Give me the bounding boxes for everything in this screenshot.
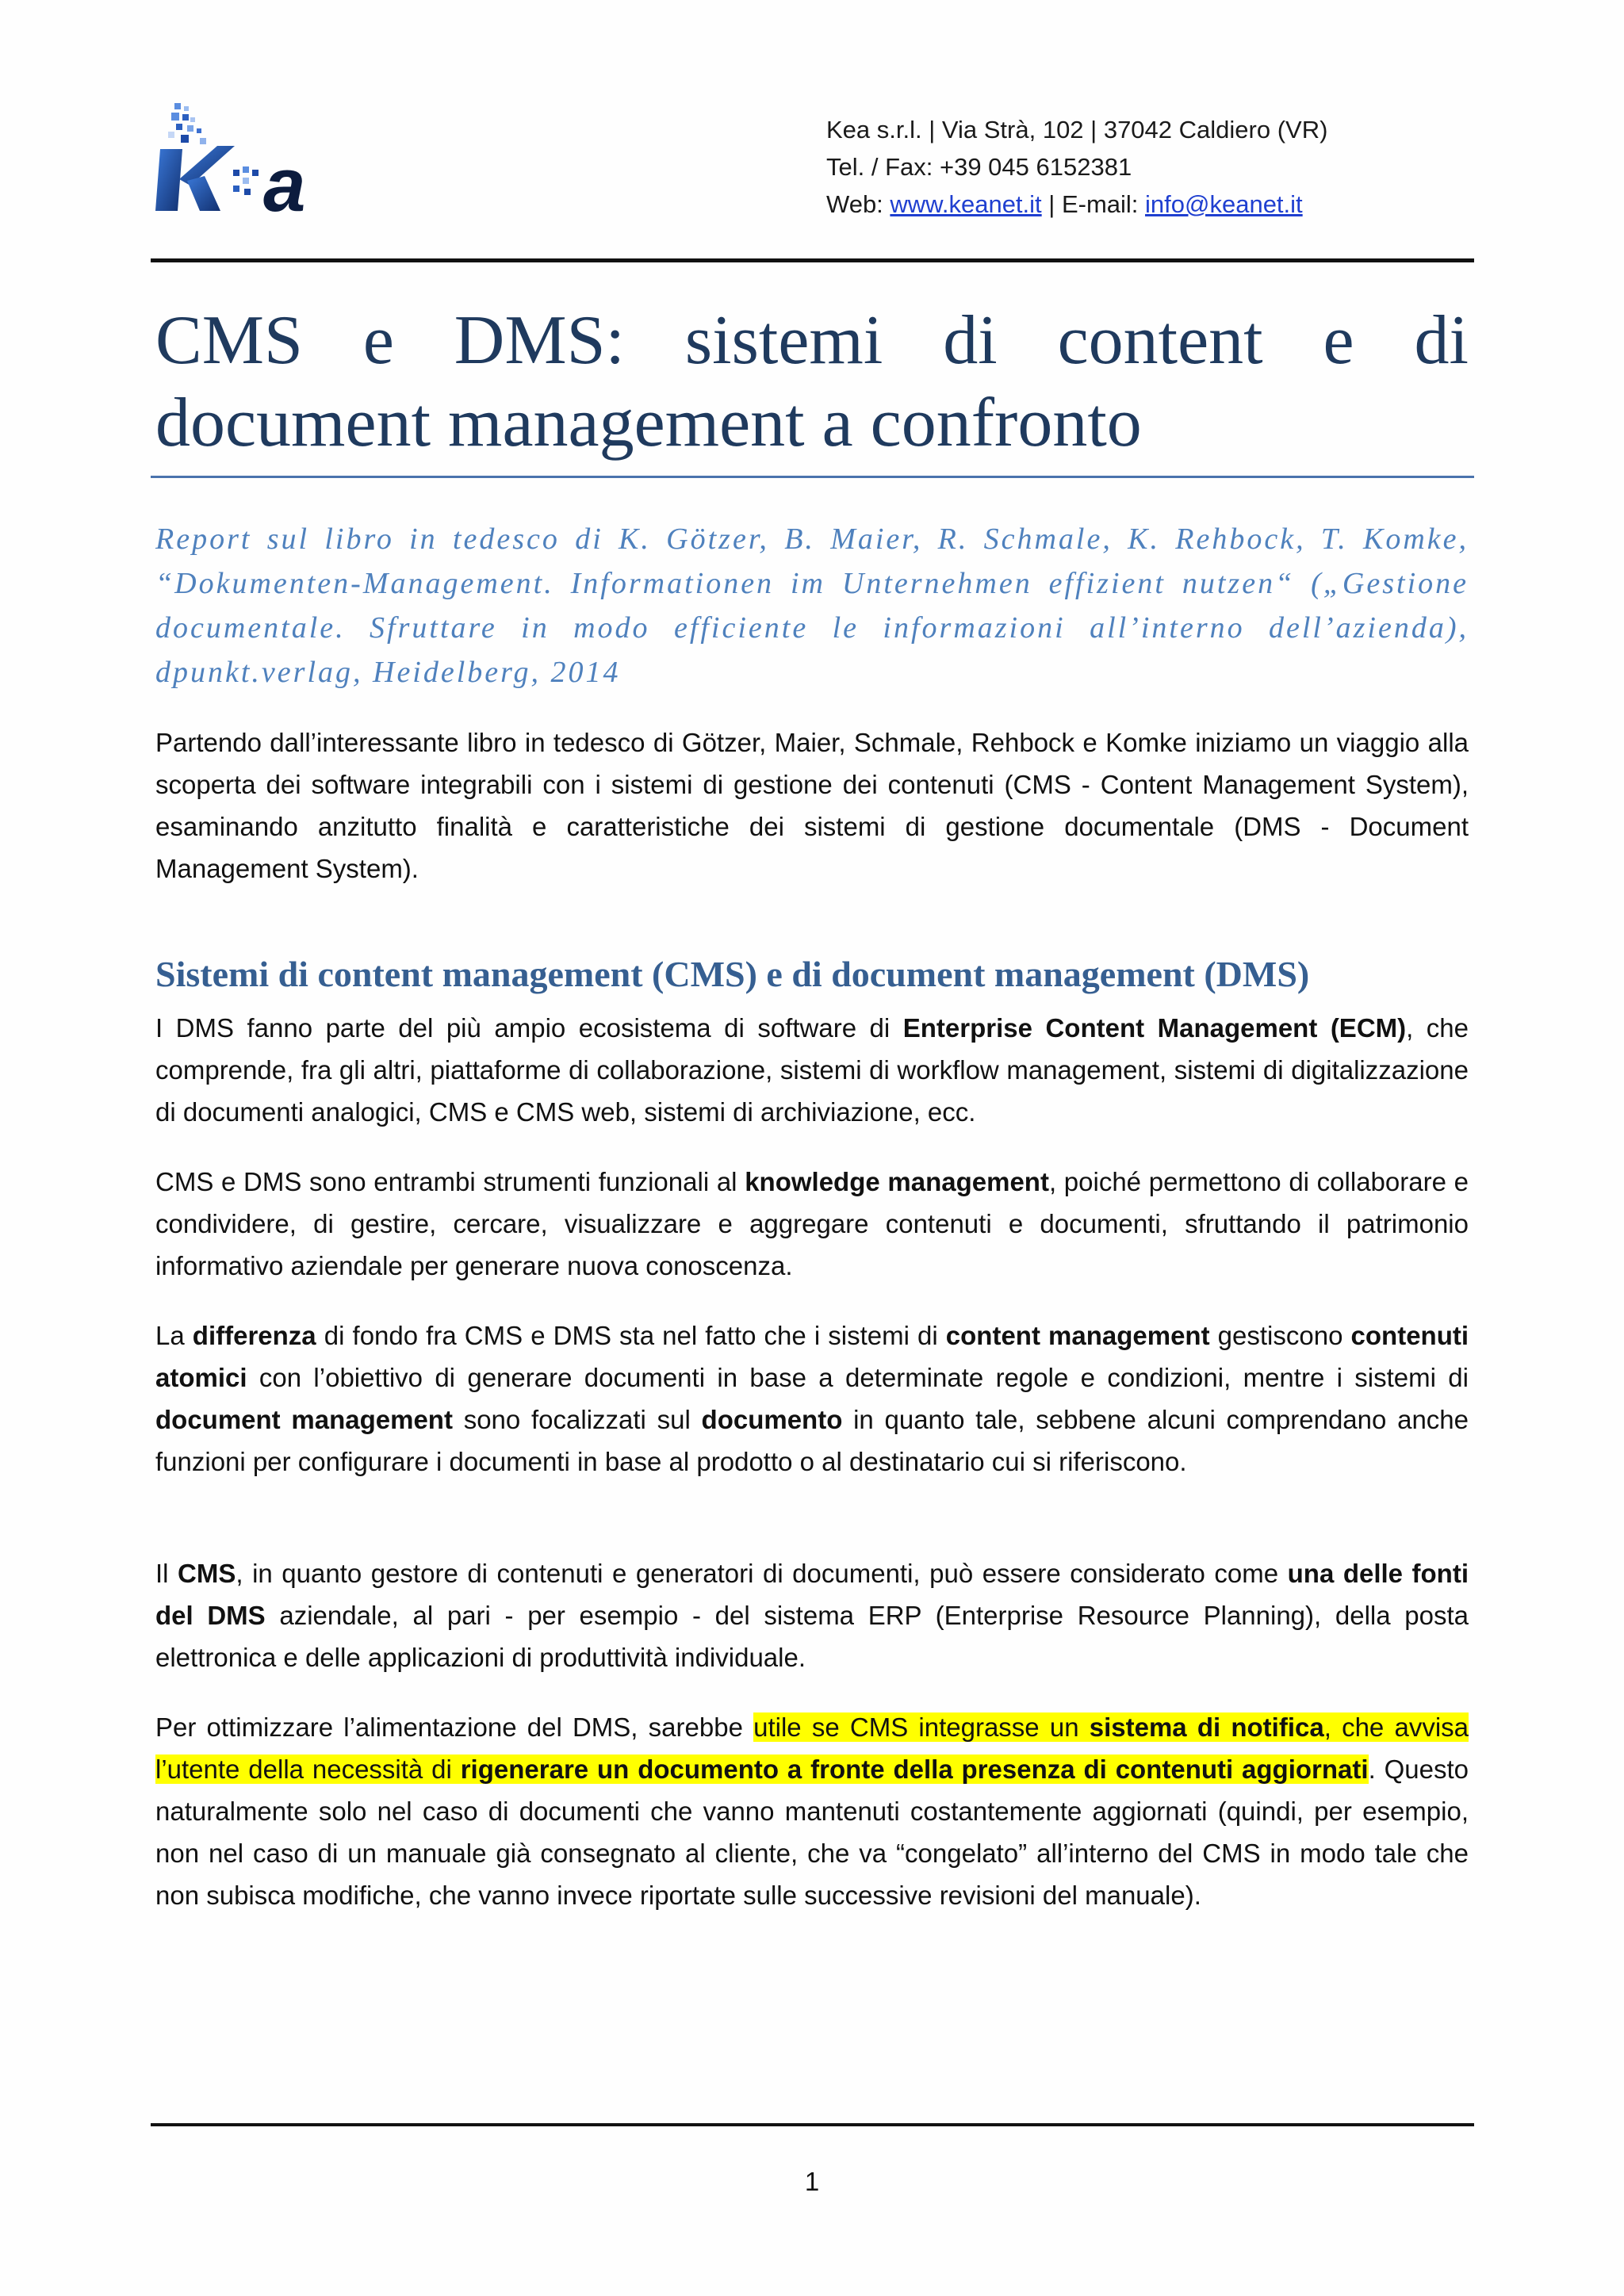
text-run: , poiché permettono di collaborare e condividere, di gestire, cercare, visualizzare e aggregare contenuti e documenti, sfruttando il patrimonio informativo aziendale per generare nuova conoscenza.: [155, 1167, 1469, 1280]
highlighted-bold-term: rigenerare un documento a fronte della presenza di contenuti aggiornati: [460, 1755, 1369, 1784]
text-run: CMS e DMS sono entrambi strumenti funzionali al: [155, 1167, 745, 1196]
highlighted-bold-term: sistema di notifica: [1089, 1712, 1324, 1742]
text-run: in quanto tale, sebbene alcuni comprendano anche funzioni per configurare i documenti in base al prodotto o al destinatario cui si riferiscono.: [155, 1405, 1469, 1476]
email-label: | E-mail:: [1041, 190, 1146, 218]
bold-term: content management: [945, 1321, 1210, 1350]
company-phone: Tel. / Fax: +39 045 6152381: [826, 153, 1132, 181]
company-contact-block: [826, 111, 1327, 223]
document-title: [155, 300, 1469, 465]
bold-term: una delle fonti del DMS: [155, 1559, 1469, 1630]
paragraph-cms-source: [155, 1552, 1469, 1678]
footer-divider: [151, 2123, 1474, 2126]
title-line-1: CMS e DMS: sistemi di content e di: [155, 302, 1469, 379]
company-address: Kea s.r.l. | Via Strà, 102 | 37042 Caldiero (VR): [826, 116, 1328, 144]
svg-text:a: a: [263, 143, 306, 219]
text-run: , che comprende, fra gli altri, piattaforme di collaborazione, sistemi di workflow management, sistemi di digitalizzazione di documenti analogici, CMS e CMS web, sistemi di archiviazione, ecc.: [155, 1013, 1469, 1127]
text-run: La: [155, 1321, 193, 1350]
paragraph-difference: [155, 1314, 1469, 1483]
text-run: I DMS fanno parte del più ampio ecosistema di software di: [155, 1013, 903, 1043]
text-run: con l’obiettivo di generare documenti in base a determinate regole e condizioni, mentre i sistemi di: [247, 1363, 1469, 1392]
text-run: Per ottimizzare l’alimentazione del DMS, sarebbe: [155, 1712, 754, 1742]
text-run: gestiscono: [1209, 1321, 1351, 1350]
bold-term: CMS: [178, 1559, 236, 1588]
kea-logo: [155, 100, 346, 219]
email-link[interactable]: info@keanet.it: [1145, 190, 1303, 218]
text-run: sono focalizzati sul: [452, 1405, 702, 1434]
text-run: . Questo naturalmente solo nel caso di documenti che vanno mantenuti costantemente aggiornati (quindi, per esempio, non nel caso di un manuale già consegnato al cliente, che va “congelato” all’interno del CMS in modo tale che non subisca modifiche, che vanno invece riportate sulle successive revisioni del manuale).: [155, 1755, 1469, 1910]
title-divider: [151, 476, 1474, 478]
highlighted-text: utile se CMS integrasse un: [753, 1712, 1090, 1742]
paragraph-knowledge: [155, 1161, 1469, 1287]
bold-term: Enterprise Content Management (ECM): [902, 1013, 1407, 1043]
web-label: Web:: [826, 190, 891, 218]
highlighted-text: , che avvisa l’utente della necessità di: [155, 1712, 1469, 1784]
paragraph-ecm: [155, 1007, 1469, 1133]
paragraph-notification: [155, 1706, 1469, 1916]
text-run: di fondo fra CMS e DMS sta nel fatto che i sistemi di: [316, 1321, 946, 1350]
header-divider: [151, 258, 1474, 262]
document-subtitle: Report sul libro in tedesco di K. Götzer, B. Maier, R. Schmale, K. Rehbock, T. Komke, “Dokumenten-Management. Informationen im Unternehmen effizient nutzen“ („Gestione documentale. Sfruttare in modo efficiente le informazioni all’interno dell’azienda), dpunkt.verlag, Heidelberg, 2014: [155, 522, 1469, 689]
section-heading: Sistemi di content management (CMS) e di document management (DMS): [155, 954, 1310, 994]
text-run: Il: [155, 1559, 178, 1588]
website-link[interactable]: www.keanet.it: [890, 190, 1042, 218]
bold-term: differenza: [192, 1321, 316, 1350]
title-line-2: document management a confronto: [155, 385, 1142, 461]
page-number: 1: [804, 2167, 820, 2196]
bold-term: documento: [701, 1405, 843, 1434]
text-run: , in quanto gestore di contenuti e generatori di documenti, può essere considerato come: [236, 1559, 1288, 1588]
bold-term: document management: [155, 1405, 453, 1434]
bold-term: contenuti atomici: [155, 1321, 1469, 1392]
intro-paragraph: Partendo dall’interessante libro in tedesco di Götzer, Maier, Schmale, Rehbock e Komke iniziamo un viaggio alla scoperta dei software integrabili con i sistemi di gestione dei contenuti (CMS - Content Management System), esaminando anzitutto finalità e caratteristiche dei sistemi di gestione documentale (DMS - Document Management System).: [155, 728, 1469, 883]
company-web-email: [826, 186, 1327, 223]
bold-term: knowledge management: [745, 1167, 1049, 1196]
text-run: aziendale, al pari - per esempio - del sistema ERP (Enterprise Resource Planning), della posta elettronica e delle applicazioni di produttività individuale.: [155, 1601, 1469, 1672]
